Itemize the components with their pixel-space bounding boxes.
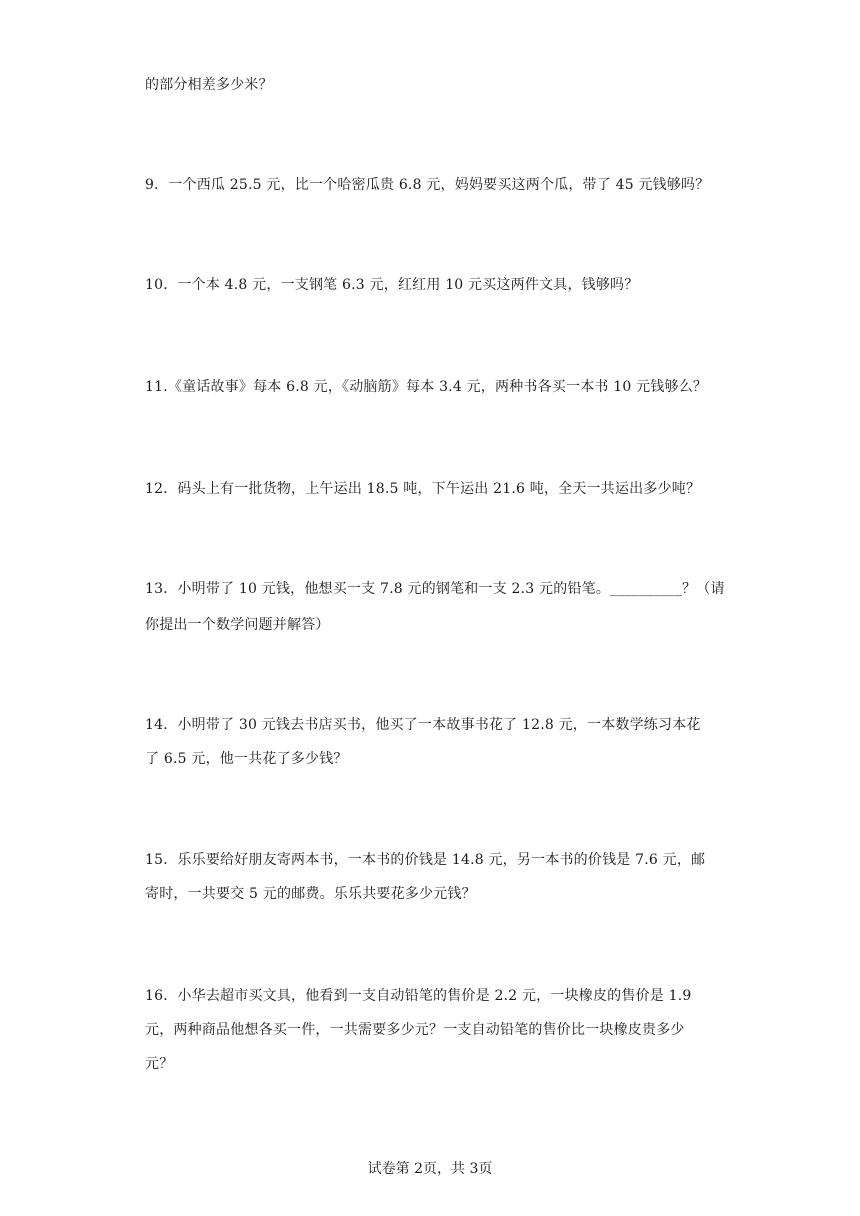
question-14-line-2: 了 6.5 元，他一共花了多少钱？: [145, 751, 348, 767]
question-16-line-3: 元？: [145, 1056, 174, 1072]
question-15-line-2: 寄时，一共要交 5 元的邮费。乐乐共要花多少元钱？: [145, 886, 476, 902]
question-11-line-1: 11.《童话故事》每本 6.8 元，《动脑筋》每本 3.4 元，两种书各买一本书 10 元钱够么？: [145, 379, 708, 395]
question-14-line-1: 14．小明带了 30 元钱去书店买书，他买了一本故事书花了 12.8 元，一本数学练习本花: [145, 717, 701, 733]
question-15-line-1: 15．乐乐要给好朋友寄两本书，一本书的价钱是 14.8 元，另一本书的价钱是 7.6 元，邮: [145, 852, 706, 868]
page-footer: 试卷第 2页，共 3页: [367, 1161, 493, 1177]
question-16-line-1: 16．小华去超市买文具，他看到一支自动铅笔的售价是 2.2 元，一块橡皮的售价是 1.9: [145, 988, 692, 1004]
question-8-continuation: 的部分相差多少米？: [145, 77, 273, 93]
question-10-line-1: 10．一个本 4.8 元，一支钢笔 6.3 元，红红用 10 元买这两件文具，钱够吗？: [145, 277, 639, 293]
question-12-line-1: 12．码头上有一批货物，上午运出 18.5 吨，下午运出 21.6 吨，全天一共运出多少吨？: [145, 481, 701, 497]
question-16-line-2: 元，两种商品他想各买一件，一共需要多少元？一支自动铅笔的售价比一块橡皮贵多少: [145, 1022, 685, 1038]
question-13-line-1: 13．小明带了 10 元钱，他想买一支 7.8 元的钢笔和一支 2.3 元的铅笔。__________？（请: [145, 581, 725, 597]
question-13-line-2: 你提出一个数学问题并解答）: [145, 617, 330, 633]
question-9-line-1: 9．一个西瓜 25.5 元，比一个哈密瓜贵 6.8 元，妈妈要买这两个瓜，带了 45 元钱够吗？: [145, 177, 710, 193]
